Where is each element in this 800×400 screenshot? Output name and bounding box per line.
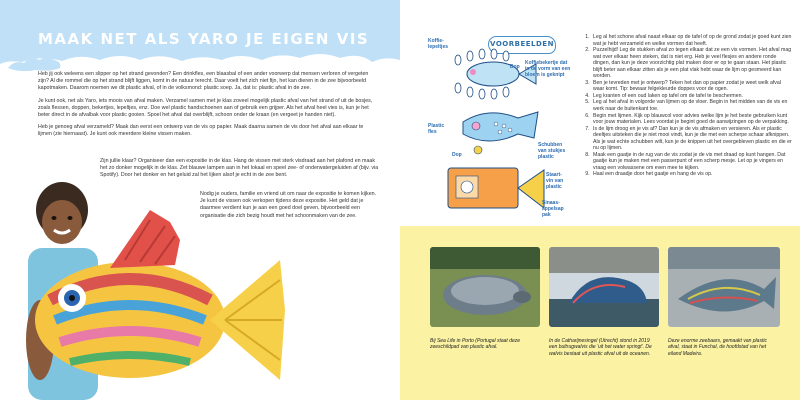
caption-seabass: Deze enorme zeebaars, gemaakt van plastic afval, staat in Funchal, de hoofdstad van het eiland Madeira. [668, 338, 767, 357]
step-item: 3. Ben je tevreden met je ontwerp? Teken het dan op papier zodat je weet welk afval waar komt. Tip: bewaar felgekleurde doppes voor de ogen. [591, 80, 792, 93]
bottle-fish-illustration [463, 112, 538, 154]
step-item: 1. Leg al het schone afval naast elkaar op de tafel of op de grond zodat je goed kunt zien wat je hebt verzameld en welke vormen dat heeft. [591, 34, 792, 47]
carton-fish-illustration [448, 168, 544, 208]
label-dop: Dop [510, 64, 520, 70]
exhibition-text: Zijn jullie klaar? Organiseer dan een expositie in de klas. Hang de vissen met sterk visdraad aan het plafond en maak het zo donker mogelijk in de klas. Zet blauwe lampen aan in het lokaal en speel zee- of onderwatergeluiden af (bijv. via Spotify). Door het donker en het geluid zal het lijken alsof je echt in de zee bent. [100, 158, 379, 179]
step-item: 2. Puzzelhijd! Leg de stukken afval zo tegen elkaar dat ze een vis vormen. Het afval mag wat over elkaar heen steken, dat is niet erg. Heb je veel flesjes en andere ronde dingen, dan kun je deze voorzichtig plat maken door er op te gaan staan. Het plastic blijft beter aan elkaar zitten als je een plat vlak hebt waar de lijm op gesmeerd kan worden. [591, 47, 792, 80]
intro-paragraph: Je kunt ook, net als Yaro, iets moois van afval maken. Verzamel samen met je klas zoveel mogelijk plastic afval van het strand of uit de bosjes, zoals flessen, doppen, bekertjes, lepeltjes, enz. Doe wel plastic handschoenen aan of gebruik een grijper. Als het afval heel vies is, kun je het beter direct in de afvalbak voor plastic gooien. Spoel het afval dat overblijft, schoon onder de kraan (en vergeet je handen niet). [38, 97, 373, 119]
example-photos [430, 247, 780, 327]
right-page [400, 0, 800, 400]
label-sinaasappelsap: Sinaas- appelsap pak [542, 200, 564, 218]
label-staartvin: Staart- vin van plastic [546, 172, 564, 190]
page-title: MAAK NET ALS YARO JE EIGEN VIS [38, 30, 370, 48]
spoon-fish-illustration [455, 49, 536, 99]
step-item: 8. Maak een gaatje in de rug van de vis zodat je de vis met draad op kunt hangen. Dat gaatje kun je maken met een passerpunt of een scherp mesje. Let op je vingers en vraag een volwassene om even mee te kijken. [591, 152, 792, 172]
intro-paragraph: Heb je genoeg afval verzameld? Maak dan eerst een ontwerp van de vis op papier. Maak daarna samen de vis door het afval aan elkaar te lijmen (zie hiernaast). Je kunt ook meerdere kleine vissen maken. [38, 124, 364, 138]
intro-text [38, 71, 373, 144]
parents-text: Nodig je ouders, familie en vriend uit om naar de expositie te komen kijken. Je kunt de vissen ook verkopen tijdens deze expositie. Het geld dat je daarmee verdient kun je aan een goed doel geven, bijvoorbeeld een organisatie die zich bezig houdt met het schoonmaken van de zee. [200, 191, 377, 219]
turtle-photo [430, 247, 540, 327]
intro-paragraph: Heb jij ook weleens een slipper op het strand gevonden? Een drinkfles, een blaasbal of een ander voorwerp dat mensen verloren of vergeten zijn? Al die rommel die op het strand blijft liggen, komt in de natuur terecht. Daar voelt het zich niet fijn, het kan dieren in de zee bijvoorbeeld kapotmaken. Daarom noemen we dit plastic afval, of in de volksmond: plastic soep. Ja, dat is: plastic afval in de zee. [38, 71, 369, 92]
seabass-photo [668, 247, 780, 327]
caption-whale: In de Catharijnesingel (Utrecht) stond in 2019 een bultrugwalvis die 'uit het water springt'. De walvis bestaat uit plastic afval uit de oceanen. [549, 338, 652, 357]
step-item: 5. Leg al het afval in volgorde van lijmen op de vloer. Begin in het midden van de vis en werk naar de buitenkant toe. [591, 99, 792, 112]
label-dop-2: Dop [452, 152, 462, 158]
label-plastic-fles: Plastic fles [428, 123, 445, 135]
label-schubben: Schubben van stukjes plastic [538, 142, 566, 160]
whale-photo [549, 247, 659, 327]
caption-turtle: Bij Sea Life in Porto (Portugal staat deze zeeschildpad van plastic afval. [430, 338, 521, 351]
step-item: 7. Is de lijm droog en je vis af? Dan kun je de vis afmaken en versieren. Als er plastic deeltjes uitsteken die je niet mooi vindt, kun je die met een scherpe schaar afknippen. Als je wat echte schubben wilt, kun je de knippen uit het overgebleven plastic en die er nu op lijmen. [591, 126, 792, 152]
step-item: 9. Haal een draadje door het gaatje en hang de vis op. [591, 171, 792, 178]
label-koffiebekertje: Koffiebekertje dat in de vorm van een bloem is geknipt [525, 60, 571, 78]
step-item: 4. Leg kranten of een oud laken op tafel om de tafel te beschermen. [591, 93, 792, 100]
step-item: 6. Begin met lijmen. Kijk op blauwcol voor advies welke lijm je het beste gebruiken kunt voor jouw materialen. Lees voordat je begint goed de aanwijzingen op de verpakking. [591, 113, 792, 126]
label-koffielepeltjes: Koffie- lepeltjes [428, 38, 449, 50]
instruction-steps [580, 34, 792, 178]
examples-badge: VOORBEELDEN [488, 36, 556, 54]
